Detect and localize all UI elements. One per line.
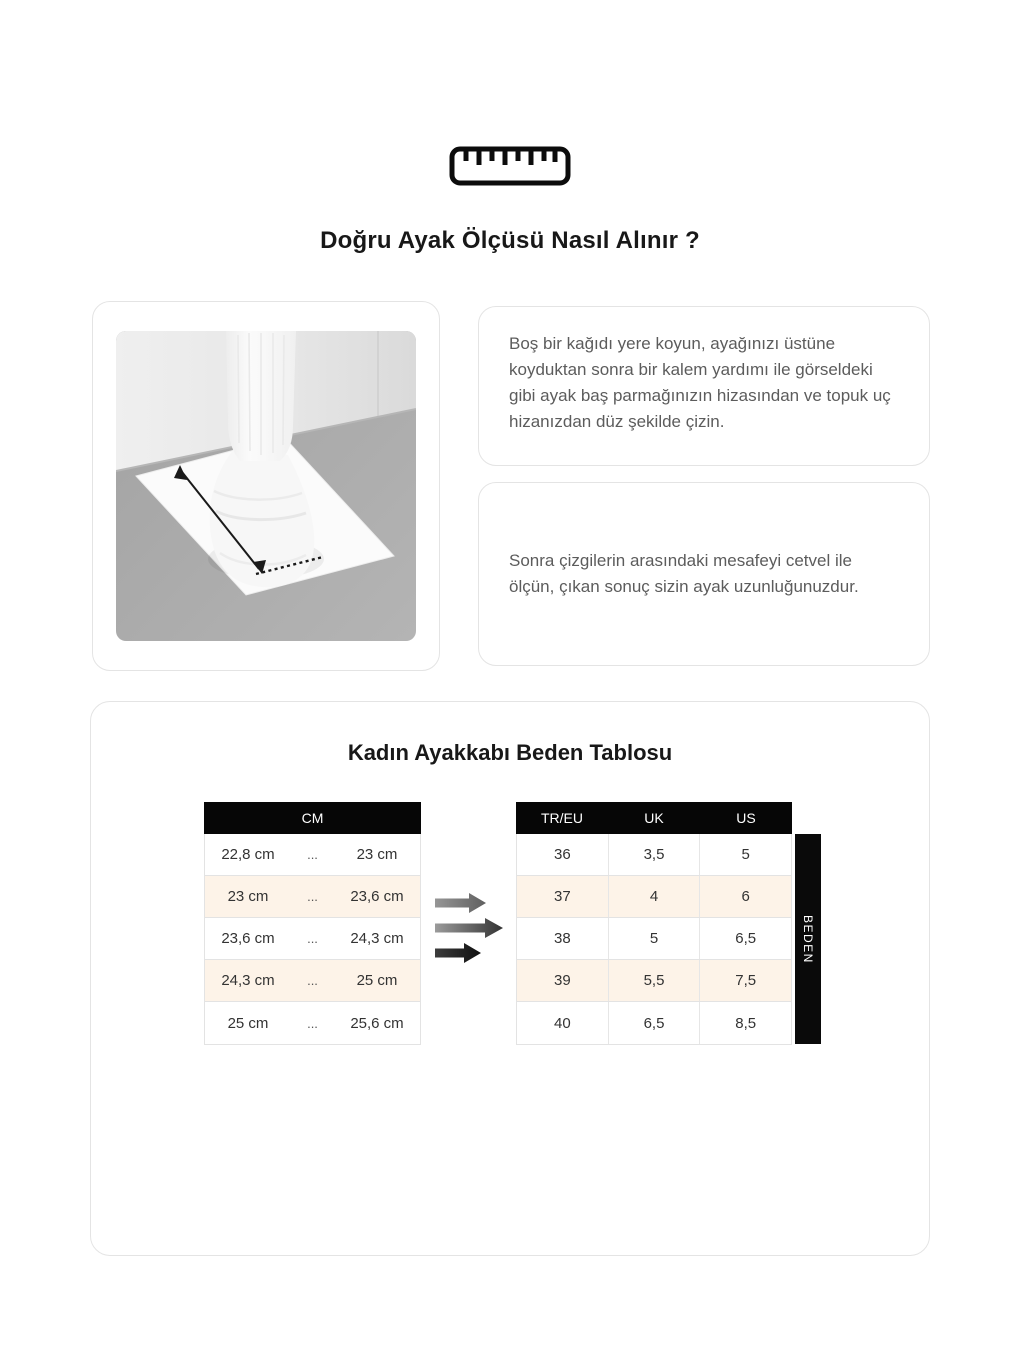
instruction-step-2 [478,482,930,666]
foot-measurement-photo [116,331,416,641]
cm-table-row: 24,3 cm ... 25 cm [205,960,420,1002]
shoe-size-table-header [516,802,792,834]
header-icon-area [0,0,1020,191]
size-table-title: Kadın Ayakkabı Beden Tablosu [347,740,673,765]
size-tables [91,802,929,1045]
cm-table-body [204,834,421,1045]
col-header-uk: UK [644,810,664,826]
foot-photo-card [92,301,440,671]
shoe-size-table-body [516,834,792,1045]
size-table-card [90,701,930,1256]
size-table-row: 36 3,5 5 [517,834,791,876]
col-header-tr-eu: TR/EU [541,810,583,826]
size-table-row: 39 5,5 7,5 [517,960,791,1002]
cm-table-row: 22,8 cm ... 23 cm [205,834,420,876]
page-title: Doğru Ayak Ölçüsü Nasıl Alınır ? [320,227,700,254]
cm-table-row: 25 cm ... 25,6 cm [205,1002,420,1044]
instruction-step-2-text: Sonra çizgilerin arasındaki mesafeyi cetvel ile ölçün, çıkan sonuç sizin ayak uzunluğunuzdur. [509,551,859,596]
ruler-icon [449,146,571,191]
instructions-section [92,301,930,671]
size-table-row: 40 6,5 8,5 [517,1002,791,1044]
size-table-row: 38 5 6,5 [517,918,791,960]
cm-table [204,802,421,1045]
cm-table-row: 23,6 cm ... 24,3 cm [205,918,420,960]
instruction-step-1: Boş bir kağıdı yere koyun, ayağınızı üstüne koyduktan sonra bir kalem yardımı ile görseldeki gibi ayak baş parmağınızın hizasından ve topuk uç hizanızdan düz şekilde çizin. [478,306,930,466]
instruction-steps [478,306,930,671]
beden-side-label: BEDEN [795,834,821,1044]
size-table-row: 37 4 6 [517,876,791,918]
cm-table-row: 23 cm ... 23,6 cm [205,876,420,918]
shoe-size-table [516,802,792,1045]
col-header-us: US [736,810,756,826]
conversion-arrows-icon [421,802,516,966]
cm-table-header: CM [204,802,421,834]
